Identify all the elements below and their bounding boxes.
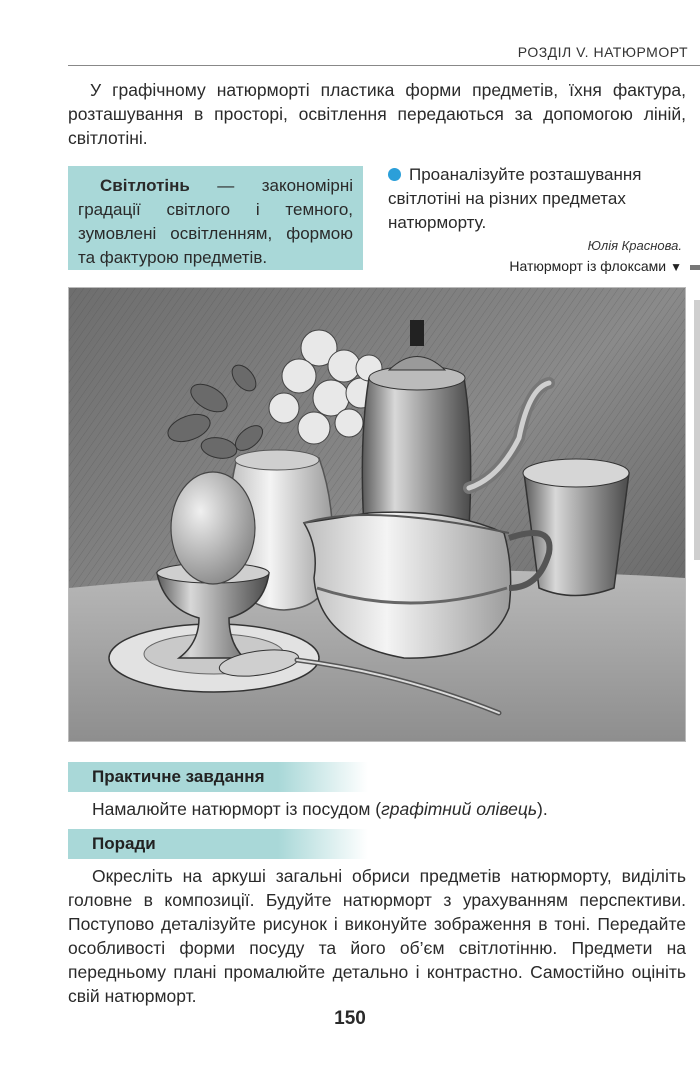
practical-heading: Практичне завдання — [68, 762, 368, 792]
artwork-title: Натюрморт із флоксами — [509, 258, 667, 274]
page-edge-marker — [690, 265, 700, 270]
analysis-task — [388, 163, 686, 235]
tips-heading: Поради — [68, 829, 368, 859]
task-text: Проаналізуйте розташування світлотіні на різних предметах натюрморту. — [388, 165, 642, 232]
practical-text-italic: графітний олівець — [381, 799, 538, 819]
practical-text — [68, 797, 686, 821]
definition-box — [68, 166, 363, 270]
tips-text: Окресліть на аркуші загальні обриси предметів натюрморту, виділіть головне в композиції. Будуйте натюрморт з урахуванням перспективи. Поступово деталізуйте рисунок і виконуйте зображення в тоні. Передайте особливості форми посуду та його об’єм світлотінню. Предмети на передньому плані промалюйте детально і контрастно. Самостійно оцініть свій натюрморт. — [68, 866, 686, 1006]
bullet-dot-icon — [388, 168, 401, 181]
definition-text: — закономірні градації світлого і темного, зумовлені освітленням, формою та фактурою предметів. — [78, 176, 353, 267]
definition-content — [78, 174, 353, 270]
intro-paragraph: У графічному натюрморті пластика форми предметів, їхня фактура, розташування в просторі, освітлення передаються за допомогою ліній, світлотіні. — [68, 80, 686, 148]
header-rule — [68, 65, 700, 66]
running-header: РОЗДІЛ V. НАТЮРМОРТ — [517, 44, 688, 60]
triangle-down-icon: ▼ — [670, 260, 682, 274]
still-life-artwork — [68, 287, 686, 742]
definition-term: Світлотінь — [100, 176, 190, 195]
practical-text-after: ). — [537, 799, 548, 819]
artwork-author: Юлія Краснова. — [587, 238, 682, 253]
page-number: 150 — [334, 1008, 366, 1029]
practical-text-before: Намалюйте натюрморт із посудом ( — [92, 799, 382, 819]
artwork-caption — [509, 258, 682, 274]
page-edge-strip — [694, 300, 700, 560]
egg — [171, 472, 255, 584]
